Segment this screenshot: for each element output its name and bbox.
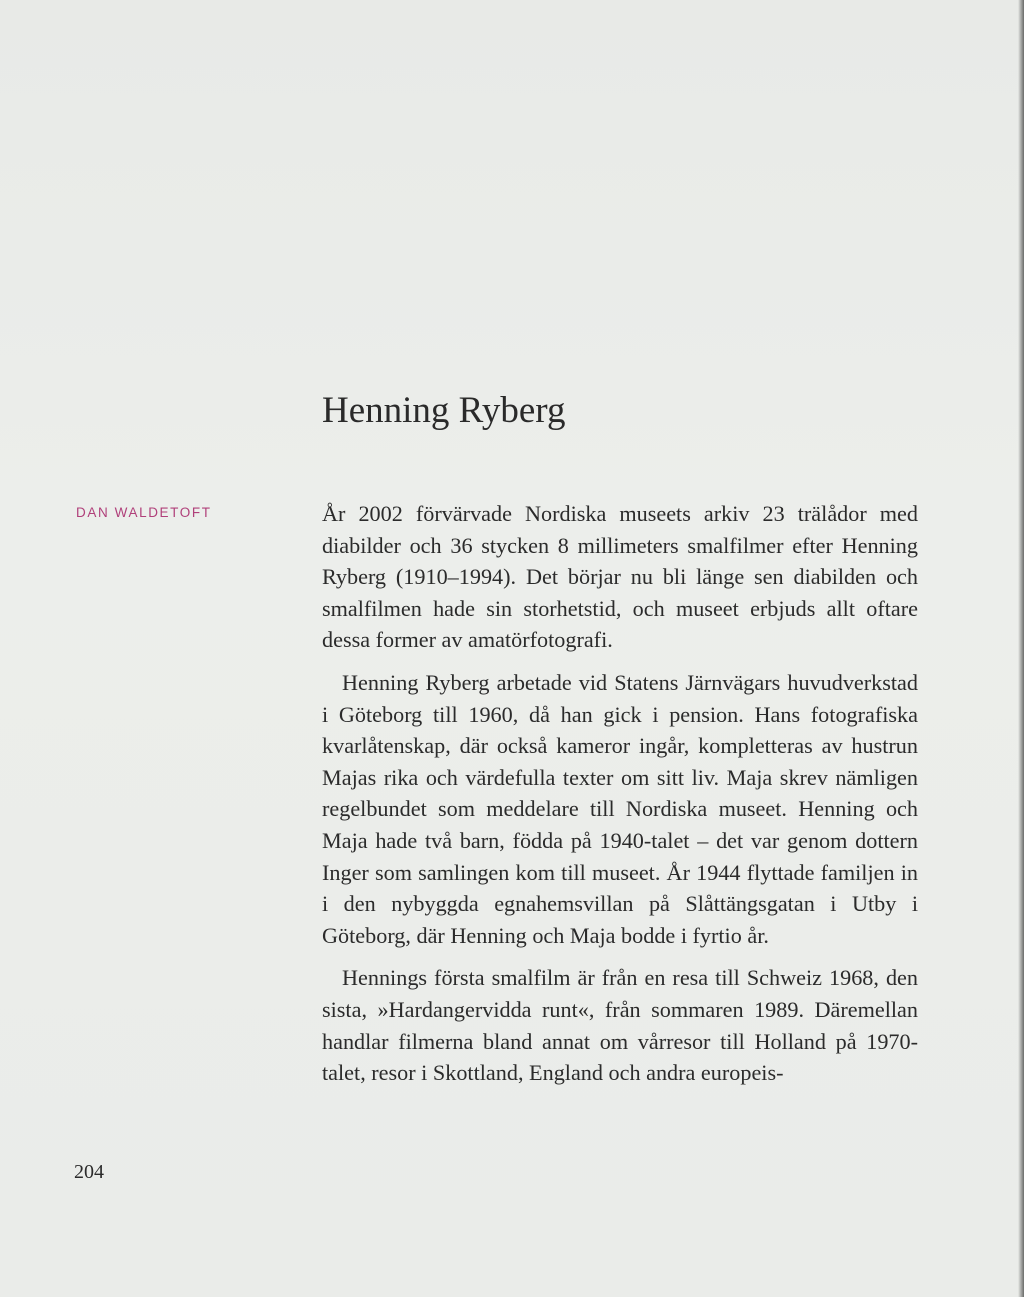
article-title: Henning Ryberg bbox=[322, 390, 566, 431]
body-paragraph: Hennings första smalfilm är från en resa till Schweiz 1968, den sista, »Hardangervidda runt«, från sommaren 1989. Däremellan handlar filmerna bland annat om vårresor till Holland på 1970-talet, resor i Skottland, England och andra europeis- bbox=[322, 965, 918, 1086]
article-body bbox=[322, 498, 918, 1100]
body-paragraph: År 2002 förvärvade Nordiska museets arkiv 23 trälådor med diabilder och 36 stycken 8 millimeters smalfilmer efter Henning Ryberg (1910–1994). Det börjar nu bli länge sen diabilden och smalfilmen hade sin storhetstid, och museet erbjuds allt oftare dessa former av amatörfotografi. bbox=[322, 501, 918, 653]
body-paragraph: Henning Ryberg arbetade vid Statens Järnvägars huvudverkstad i Göteborg till 1960, då han gick i pension. Hans fotografiska kvarlåtenskap, där också kameror ingår, kompletteras av hustrun Majas rika och värdefulla texter om sitt liv. Maja skrev nämligen regelbundet som meddelare till Nordiska museet. Henning och Maja hade två barn, födda på 1940-talet – det var genom dottern Inger som samlingen kom till museet. År 1944 flyttade familjen in i den nybyggda egnahemsvillan på Slåttängsgatan i Utby i Göteborg, där Henning och Maja bodde i fyrtio år. bbox=[322, 669, 918, 948]
page-number: 204 bbox=[74, 1161, 104, 1183]
author-name: DAN WALDETOFT bbox=[76, 505, 212, 520]
page-edge-shadow bbox=[1018, 0, 1024, 1297]
